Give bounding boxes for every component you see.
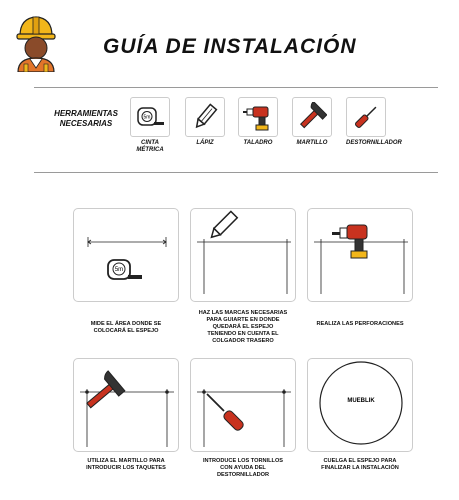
tape-measure-icon [108, 260, 142, 279]
svg-text:5m: 5m [143, 114, 151, 121]
tool-pencil [185, 97, 225, 147]
pencil-icon [191, 103, 219, 131]
pencil-icon [208, 211, 237, 240]
screwdriver-icon [351, 102, 381, 132]
step-2-caption: HAZ LAS MARCAS NECESARIAS PARA GUIARTE EN DONDE QUEDARÁ EL ESPEJO TENIENDO EN CUENTA EL COLGADOR TRASERO [198, 310, 288, 344]
divider-bottom [34, 172, 438, 173]
step-5-caption: INTRODUCE LOS TORNILLOS CON AYUDA DEL DESTORNILLADOR [202, 458, 284, 478]
step-3-card [307, 208, 413, 302]
tool-label: TALADRO [243, 140, 273, 146]
worker-avatar-icon [12, 12, 60, 77]
hammer-icon [297, 102, 327, 132]
step-1-card [73, 208, 179, 302]
tool-hammer [292, 97, 332, 147]
tool-label: MÉTRICA [136, 147, 164, 153]
drill-icon [242, 102, 274, 132]
tool-tape-measure [130, 97, 170, 154]
step-5-card [190, 358, 296, 452]
tool-drill [238, 97, 278, 147]
drill-icon [332, 225, 367, 258]
page-title: GUÍA DE INSTALACIÓN [103, 35, 357, 58]
step-4-card [73, 358, 179, 452]
tool-label: CINTA [141, 140, 159, 146]
divider-top [34, 87, 438, 88]
step-2-card [190, 208, 296, 302]
step-4-caption: UTILIZA EL MARTILLO PARA INTRODUCIR LOS TAQUETES [86, 458, 166, 471]
screwdriver-icon [207, 394, 245, 432]
step-6-caption: CUELGA EL ESPEJO PARA FINALIZAR LA INSTALACIÓN [321, 458, 399, 471]
tools-heading: HERRAMIENTAS NECESARIAS [54, 109, 118, 128]
step-3-caption: REALIZA LAS PERFORACIONES [316, 321, 404, 327]
tool-label: DESTORNILLADOR [346, 140, 402, 146]
step-1-caption: MIDE EL ÁREA DONDE SE COLOCARÁ EL ESPEJO [90, 321, 162, 334]
tool-label: MARTILLO [296, 140, 328, 146]
tool-label: LÁPIZ [196, 140, 214, 146]
mirror-brand-label: MUEBLIK [347, 398, 375, 404]
tape-measure-icon [135, 105, 165, 129]
tool-screwdriver [346, 97, 402, 147]
svg-text:5m: 5m [114, 267, 124, 273]
step-6-card [307, 358, 413, 452]
